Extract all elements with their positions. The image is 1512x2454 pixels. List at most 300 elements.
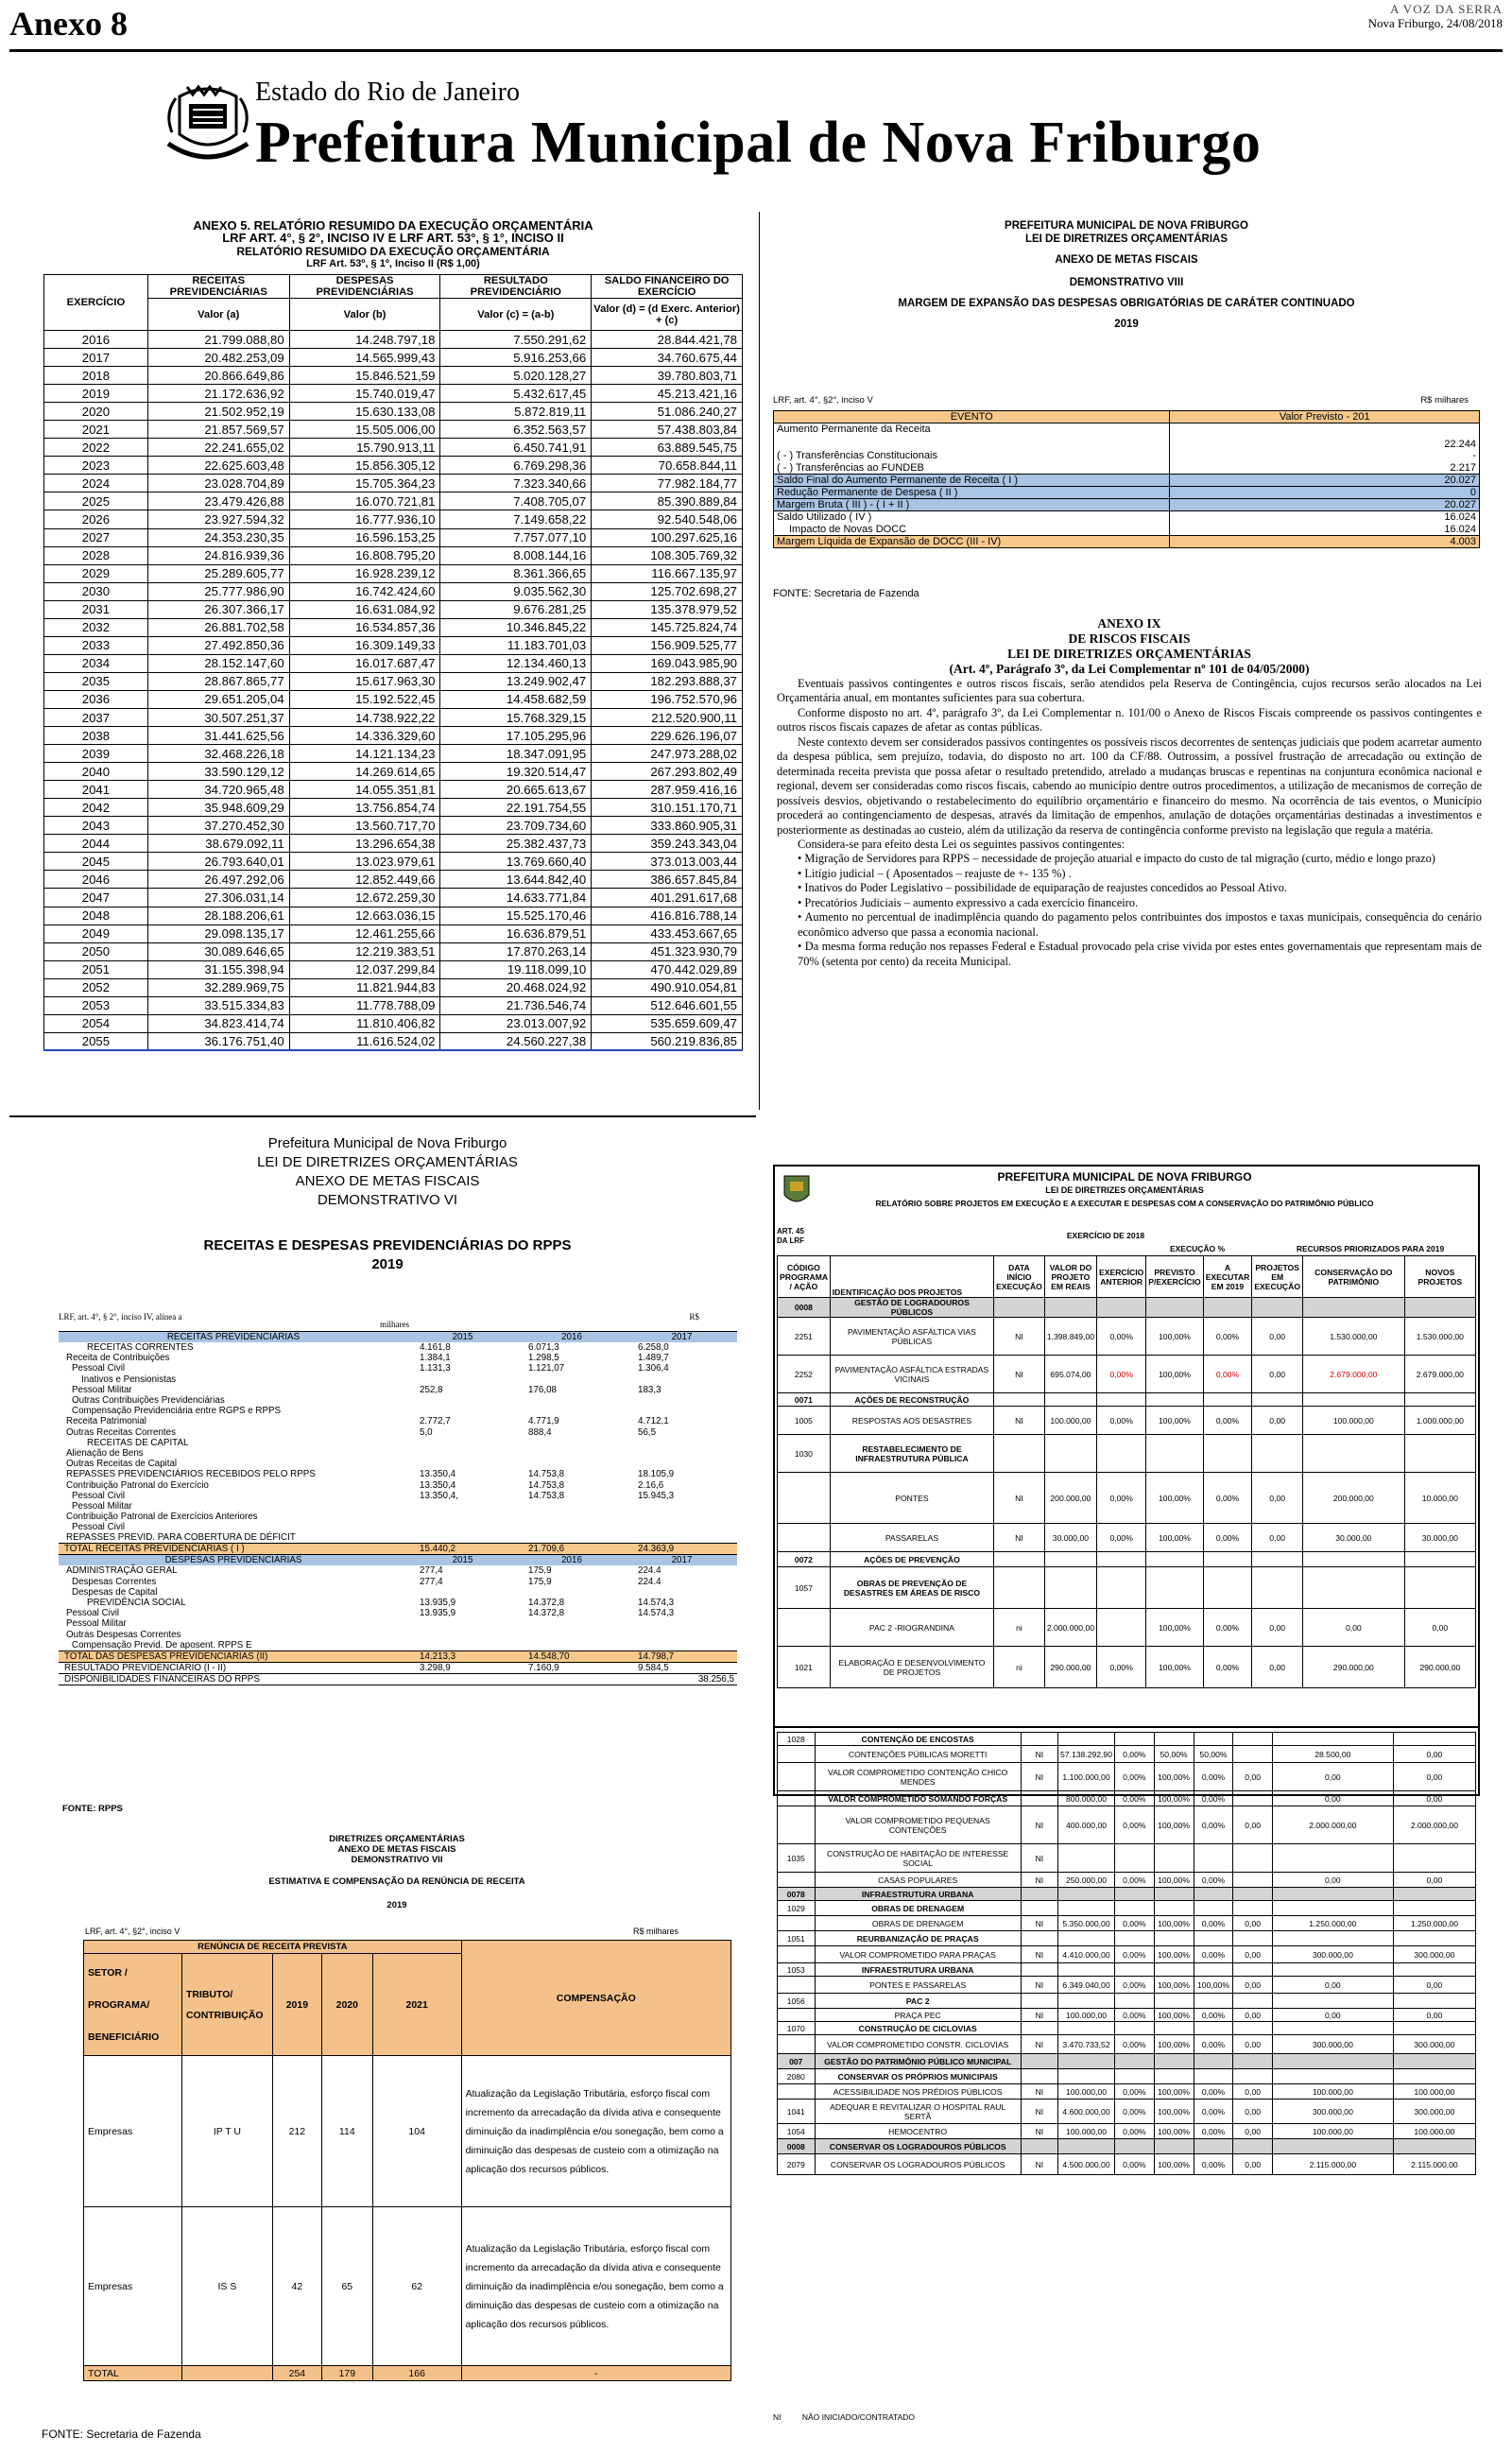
- anexo5-row: [44, 871, 743, 889]
- demo6-row: [59, 1416, 737, 1426]
- demo8-title-1: PREFEITURA MUNICIPAL DE NOVA FRIBURGO: [1005, 220, 1248, 232]
- projects-cell: 2.000.000,00: [1393, 1806, 1475, 1844]
- projects-cell: CONSERVAR OS LOGRADOUROS PÚBLICOS: [815, 2139, 1021, 2154]
- anexo5-saldo: 92.540.548,06: [592, 510, 743, 528]
- projects-cell: 100,00%: [1154, 1873, 1194, 1888]
- anexo5-year: 2050: [44, 942, 148, 960]
- projects-cell: [1233, 2139, 1272, 2154]
- demo7-lrf: LRF, art. 4°, §2°, inciso V: [85, 1927, 180, 1936]
- projects-row: [778, 2009, 1476, 2022]
- demo6-item-value: 14.753,8: [528, 1469, 565, 1480]
- projects-cell: [1272, 2139, 1393, 2154]
- demo6-item-value: [408, 1630, 517, 1640]
- anexo5-resultado: 22.191.754,55: [440, 799, 592, 817]
- demo6-item-value: [627, 1374, 737, 1385]
- projects-cell: VALOR COMPROMETIDO PARA PRAÇAS: [815, 1946, 1021, 1963]
- demo6-row: [59, 1501, 737, 1512]
- demo6-total-despesas: [59, 1650, 737, 1662]
- demo6-row: [59, 1630, 737, 1640]
- demo8-valor: 0: [1170, 487, 1480, 499]
- anexo9-title-1: ANEXO IX: [1097, 616, 1161, 631]
- anexo5-resultado: 25.382.437,73: [440, 835, 592, 853]
- projects-cell: [1044, 1393, 1096, 1407]
- demo6-year: 2016: [517, 1332, 627, 1343]
- projects-cell: [1203, 1393, 1252, 1407]
- projects-cell: [1021, 1931, 1057, 1946]
- projects-cell: [1058, 2139, 1115, 2154]
- demo6-item-value: 1.131,3: [420, 1363, 451, 1374]
- projects-cell: [778, 2009, 816, 2022]
- projects-cell: 0,00: [1233, 2100, 1272, 2124]
- projects-cell: [1393, 1888, 1475, 1901]
- projects-crest-logo: [781, 1172, 813, 1210]
- anexo5-saldo: 135.378.979,52: [592, 600, 743, 618]
- demo7-unit: R$ milhares: [633, 1927, 679, 1936]
- projects-cell: 100.000,00: [1058, 2009, 1115, 2022]
- demo6-total-receitas-value: 24.363,9: [638, 1544, 675, 1555]
- projects-cell: [1203, 1298, 1252, 1318]
- anexo5-resultado: 19.118.099,10: [440, 960, 592, 978]
- demo6-item-label: Pessoal Civil: [72, 1522, 126, 1533]
- demo8-col-evento: EVENTO: [774, 411, 1170, 423]
- demo6-resultado-value: 7.160,9: [528, 1662, 559, 1673]
- projects-row: [778, 1298, 1476, 1318]
- anexo5-saldo: 229.626.196,07: [592, 727, 743, 745]
- anexo5-row: [44, 1014, 743, 1032]
- demo6-total-despesas-value: 14.798,7: [638, 1650, 675, 1662]
- anexo5-saldo: 116.667.135,97: [592, 564, 743, 582]
- demo7-total-row: [84, 2366, 731, 2381]
- demo6-row: [59, 1522, 737, 1532]
- projects-cell: [1393, 1733, 1475, 1746]
- projects-cell: NI: [1021, 1873, 1057, 1888]
- demo6-item-value: [517, 1448, 627, 1459]
- anexo5-year: 2021: [44, 421, 148, 439]
- projects-row: [778, 1318, 1476, 1356]
- demo7-compensacao: Atualização da Legislação Tributária, esforço fiscal com incremento da arrecadação da dívida ativa e consequente diminuição da inadimplência e/ou sonegação, bem como a diminuição das despesas de custeio com a otimização na aplicação dos recursos públicos.: [461, 2207, 730, 2366]
- anexo5-year: 2032: [44, 618, 148, 636]
- projects-row: [778, 2084, 1476, 2100]
- projects-resources: RECURSOS PRIORIZADOS PARA 2019: [1296, 1244, 1445, 1253]
- projects-cell: NI: [1021, 2124, 1057, 2139]
- anexo5-despesas: 12.852.449,66: [289, 871, 440, 889]
- projects-cell: NI: [1021, 1746, 1057, 1763]
- anexo5-year: 2030: [44, 582, 148, 600]
- projects-cell: [1393, 1844, 1475, 1873]
- anexo5-saldo: 100.297.625,16: [592, 528, 743, 546]
- anexo5-year: 2055: [44, 1032, 148, 1050]
- anexo5-receitas: 30.507.251,37: [147, 708, 289, 726]
- projects-cell: 100,00%: [1146, 1524, 1203, 1552]
- projects-cell: [1393, 1963, 1475, 1977]
- demo6-row: [59, 1427, 737, 1438]
- projects-cell: [1146, 1552, 1203, 1567]
- projects-cell: 0,00%: [1194, 1763, 1233, 1791]
- anexo5-resultado: 7.550.291,62: [440, 331, 592, 349]
- anexo5-saldo: 28.844.421,78: [592, 331, 743, 349]
- projects-cell: [1154, 2139, 1194, 2154]
- projects-cell: [778, 2084, 816, 2100]
- anexo5-saldo: 310.151.170,71: [592, 799, 743, 817]
- demo6-item-value: [627, 1395, 737, 1406]
- projects-cell: 2.000.000,00: [1044, 1609, 1096, 1647]
- projects-cell: 0,00%: [1115, 1763, 1155, 1791]
- demo6-item-value: 14.574,3: [638, 1598, 675, 1609]
- projects-cell: [1097, 1609, 1146, 1647]
- demo6-item-value: 2.772,7: [420, 1416, 451, 1427]
- demo6-unit-2: milhares: [380, 1320, 409, 1329]
- col-d: Valor (d) = (d Exerc. Anterior) + (c): [592, 299, 743, 331]
- projects-row: [778, 1763, 1476, 1791]
- projects-row: [778, 2100, 1476, 2124]
- anexo5-saldo: 386.657.845,84: [592, 871, 743, 889]
- projects-cell: 0,00%: [1115, 1977, 1155, 1994]
- demo6-item-value: [408, 1459, 517, 1469]
- demo6-title-2: LEI DE DIRETRIZES ORÇAMENTÁRIAS: [257, 1154, 518, 1170]
- projects-cell: 695.074,00: [1044, 1356, 1096, 1393]
- projects-cell: 0,00%: [1203, 1524, 1252, 1552]
- demo6-item-value: 13.350,4: [420, 1479, 456, 1491]
- demo8-col-valor: Valor Previsto - 201: [1170, 411, 1480, 423]
- anexo5-saldo: 247.973.288,02: [592, 745, 743, 763]
- anexo5-subtitle: LRF ART. 4°, § 2°, INCISO IV E LRF ART. 53°, § 1°, INCISO II: [222, 231, 564, 245]
- projects-cell: 100,00%: [1154, 2084, 1194, 2100]
- anexo5-resultado: 11.183.701,03: [440, 636, 592, 654]
- projects-cell: CONTENÇÃO DE ENCOSTAS: [815, 1733, 1021, 1746]
- projects-cell: 0,00: [1252, 1407, 1303, 1435]
- projects-col-header: A EXECUTAR EM 2019: [1203, 1256, 1252, 1298]
- demo8-valor: 20.027: [1170, 499, 1480, 511]
- projects-cell: 0,00%: [1115, 2100, 1155, 2124]
- demo8-title-6: 2019: [1114, 319, 1139, 330]
- col-resultado: RESULTADO PREVIDENCIÁRIO: [440, 275, 592, 299]
- demo6-item-value: 13.350,4,: [420, 1490, 458, 1501]
- anexo5-despesas: 16.631.084,92: [289, 600, 440, 618]
- projects-cell: NI: [1021, 2035, 1057, 2054]
- demo6-item-label: Compensação Previdenciária entre RGPS e RPPS: [72, 1406, 282, 1417]
- projects-cell: NI: [1021, 2100, 1057, 2124]
- demo6-item-value: 6.258,0: [638, 1342, 669, 1354]
- anexo5-row: [44, 475, 743, 493]
- anexo5-receitas: 33.590.129,12: [147, 763, 289, 781]
- anexo5-despesas: 13.756.854,74: [289, 799, 440, 817]
- projects-cell: PRAÇA PEC: [815, 2009, 1021, 2022]
- projects-cell: 300.000,00: [1272, 2100, 1393, 2124]
- projects-cell: VALOR COMPROMETIDO CONSTR. CICLOVIAS: [815, 2035, 1021, 2054]
- projects-cell: [1154, 1963, 1194, 1977]
- projects-legend-key: NI: [773, 2412, 782, 2422]
- anexo5-despesas: 12.037.299,84: [289, 960, 440, 978]
- projects-cell: [1154, 1844, 1194, 1873]
- projects-cell: 0008: [778, 1298, 831, 1318]
- projects-row: [778, 1552, 1476, 1567]
- demo8-lrf: LRF, art. 4°, §2°, inciso V: [773, 395, 873, 406]
- anexo5-despesas: 14.055.351,81: [289, 781, 440, 799]
- anexo5-saldo: 287.959.416,16: [592, 781, 743, 799]
- demo8-valor: 2.217: [1170, 462, 1480, 475]
- projects-cell: [1115, 1888, 1155, 1901]
- projects-cell: 0,00: [1252, 1356, 1303, 1393]
- projects-cell: [778, 1524, 831, 1552]
- projects-cell: [1194, 1901, 1233, 1916]
- anexo5-row: [44, 439, 743, 457]
- anexo5-year: 2026: [44, 510, 148, 528]
- projects-cell: 2252: [778, 1356, 831, 1393]
- projects-cell: 100,00%: [1154, 1791, 1194, 1806]
- projects-cell: 0,00%: [1115, 1746, 1155, 1763]
- projects-cell: [1252, 1298, 1303, 1318]
- anexo5-year: 2035: [44, 672, 148, 690]
- demo6-item-value: [408, 1587, 517, 1598]
- projects-cell: PONTES E PASSARELAS: [815, 1977, 1021, 1994]
- projects-cell: [1272, 1931, 1393, 1946]
- projects-cell: [994, 1298, 1045, 1318]
- demo6-item-value: [517, 1459, 627, 1469]
- anexo5-despesas: 16.017.687,47: [289, 654, 440, 672]
- projects-row: [778, 2035, 1476, 2054]
- anexo5-resultado: 7.757.077,10: [440, 528, 592, 546]
- anexo9-paragraph: Conforme disposto no art. 4º, parágrafo 3º, da Lei Complementar n. 101/00 o Anexo de Riscos Fiscais compreende os passivos contingentes e outros riscos fiscais capazes de afetar as contas públicas.: [777, 705, 1482, 734]
- anexo5-despesas: 14.269.614,65: [289, 763, 440, 781]
- projects-cell: PAC 2 -RIOGRANDINA: [830, 1609, 993, 1647]
- projects-cell: 0,00: [1252, 1524, 1303, 1552]
- anexo5-despesas: 15.846.521,59: [289, 367, 440, 385]
- projects-cell: 0,00: [1233, 2035, 1272, 2054]
- demo6-resultado-value: 9.584,5: [638, 1662, 669, 1673]
- demo6-item-label: PREVIDÊNCIA SOCIAL: [87, 1598, 186, 1609]
- demo7-value-2020: 114: [321, 2056, 372, 2207]
- projects-cell: 0,00%: [1194, 2124, 1233, 2139]
- demo6-item-value: [627, 1459, 737, 1469]
- anexo5-receitas: 28.867.865,77: [147, 672, 289, 690]
- projects-cell: ni: [994, 1647, 1045, 1688]
- projects-cell: [1272, 1994, 1393, 2009]
- projects-cell: GESTÃO DO PATRIMÔNIO PÚBLICO MUNICIPAL: [815, 2054, 1021, 2069]
- projects-cell: 0,00%: [1097, 1407, 1146, 1435]
- projects-col-header: CÓDIGO PROGRAMA / AÇÃO: [778, 1256, 831, 1298]
- col-saldo: SALDO FINANCEIRO DO EXERCÍCIO: [592, 275, 743, 299]
- anexo5-resultado: 7.408.705,07: [440, 493, 592, 510]
- demo7-row: [84, 2207, 731, 2366]
- projects-cell: 290.000,00: [1404, 1647, 1475, 1688]
- anexo5-receitas: 24.816.939,36: [147, 546, 289, 564]
- projects-col-header: DATA INÍCIO EXECUÇÃO: [994, 1256, 1045, 1298]
- projects-cell: [1404, 1393, 1475, 1407]
- projects-cell: [1233, 1931, 1272, 1946]
- anexo5-receitas: 21.172.636,92: [147, 385, 289, 403]
- projects-cell: 1.000.000,00: [1404, 1407, 1475, 1435]
- demo6-item-label: Pessoal Militar: [72, 1384, 132, 1395]
- projects-cell: 100.000,00: [1303, 1407, 1405, 1435]
- demo8-row: [774, 536, 1480, 548]
- projects-cell: 100,00%: [1146, 1473, 1203, 1524]
- anexo5-row: [44, 835, 743, 853]
- projects-row: [778, 1791, 1476, 1806]
- anexo5-saldo: 373.013.003,44: [592, 853, 743, 871]
- anexo5-receitas: 25.289.605,77: [147, 564, 289, 582]
- projects-cell: 100.000,00: [1058, 2124, 1115, 2139]
- demo7-total-compensacao: -: [461, 2366, 730, 2381]
- demo6-item-value: [627, 1512, 737, 1522]
- projects-cell: 300.000,00: [1272, 1946, 1393, 1963]
- anexo5-row: [44, 996, 743, 1014]
- projects-cell: [1233, 2054, 1272, 2069]
- demo6-total-receitas-value: 15.440,2: [420, 1544, 456, 1555]
- demo6-row: [59, 1342, 737, 1353]
- projects-cell: NI: [1021, 1844, 1057, 1873]
- projects-cell: 0,00%: [1194, 2084, 1233, 2100]
- anexo5-saldo: 401.291.617,68: [592, 889, 743, 907]
- demo6-item-value: 18.105,9: [638, 1469, 675, 1480]
- demo6-title-3: ANEXO DE METAS FISCAIS: [295, 1173, 480, 1189]
- anexo5-row: [44, 1032, 743, 1050]
- demo6-total-despesas-value: 14.213,3: [420, 1650, 456, 1662]
- demo6-item-value: [408, 1532, 517, 1544]
- anexo5-resultado: 18.347.091,95: [440, 745, 592, 763]
- projects-cell: 0,00: [1233, 1763, 1272, 1791]
- projects-cell: [1194, 1963, 1233, 1977]
- demo6-item-value: 277,4: [420, 1565, 443, 1577]
- demo6-item-value: [627, 1587, 737, 1598]
- projects-cell: [1115, 2139, 1155, 2154]
- demo6-item-value: 277,4: [420, 1576, 443, 1587]
- projects-cell: [1194, 2069, 1233, 2084]
- anexo5-receitas: 26.793.640,01: [147, 853, 289, 871]
- anexo5-row: [44, 960, 743, 978]
- anexo5-row: [44, 600, 743, 618]
- anexo5-receitas: 30.089.646,65: [147, 942, 289, 960]
- demo8-title-4: DEMONSTRATIVO VIII: [1069, 277, 1184, 288]
- projects-row: [778, 2139, 1476, 2154]
- demo7-value-2021: 62: [372, 2207, 461, 2366]
- projects-cell: 0,00%: [1203, 1356, 1252, 1393]
- projects-row: [778, 1844, 1476, 1873]
- projects-cell: 100,00%: [1154, 2009, 1194, 2022]
- demo6-item-value: 15.945,3: [638, 1490, 675, 1501]
- projects-cell: [1303, 1567, 1405, 1609]
- projects-cell: [1154, 1901, 1194, 1916]
- demo6-section-label: RECEITAS PREVIDENCIÁRIAS: [59, 1332, 408, 1343]
- projects-cell: VALOR COMPROMETIDO CONTENÇÃO CHICO MENDES: [815, 1763, 1021, 1791]
- projects-cell: 0,00%: [1115, 2035, 1155, 2054]
- projects-row: [778, 1873, 1476, 1888]
- projects-cell: 28.500,00: [1272, 1746, 1393, 1763]
- projects-cell: [1272, 1844, 1393, 1873]
- anexo5-saldo: 512.646.601,55: [592, 996, 743, 1014]
- projects-cell: [1058, 1844, 1115, 1873]
- anexo5-year: 2019: [44, 385, 148, 403]
- demo6-item-value: 183,3: [638, 1384, 662, 1395]
- demo6-disp-value: 38.256,5: [697, 1673, 734, 1685]
- projects-cell: VALOR COMPROMETIDO SOMANDO FORÇAS: [815, 1791, 1021, 1806]
- anexo5-despesas: 14.248.797,18: [289, 331, 440, 349]
- projects-cell: 0,00%: [1115, 2009, 1155, 2022]
- projects-cell: [1154, 1888, 1194, 1901]
- section-divider: [9, 1115, 756, 1117]
- anexo9-header: [777, 616, 1482, 677]
- projects-cell: 300.000,00: [1393, 1946, 1475, 1963]
- col-receitas: RECEITAS PREVIDENCIÁRIAS: [147, 275, 289, 299]
- demo6-disponibilidades: [59, 1673, 737, 1685]
- projects-cell: [1044, 1435, 1096, 1473]
- projects-cell: 0,00%: [1194, 1916, 1233, 1931]
- col-despesas: DESPESAS PREVIDENCIÁRIAS: [289, 275, 440, 299]
- projects-row: [778, 1931, 1476, 1946]
- projects-cell: CONSTRUÇÃO DE CICLOVIAS: [815, 2022, 1021, 2035]
- projects-cell: 1021: [778, 1647, 831, 1688]
- demo6-item-value: 1.298,5: [528, 1353, 559, 1364]
- projects-cell: NI: [994, 1407, 1045, 1435]
- projects-cell: [1393, 1994, 1475, 2009]
- demo7-setor: Empresas: [84, 2207, 182, 2366]
- demo6-item-value: 14.574,3: [638, 1608, 675, 1619]
- projects-cell: [778, 1806, 816, 1844]
- projects-cell: 2.679.000,00: [1404, 1356, 1475, 1393]
- demo6-item-label: Compensação Previd. De aposent. RPPS E: [72, 1639, 252, 1650]
- demo6-item-value: [408, 1448, 517, 1459]
- projects-cell: PONTES: [830, 1473, 993, 1524]
- anexo5-saldo: 77.982.184,77: [592, 475, 743, 493]
- anexo5-table: [43, 274, 743, 1051]
- projects-cell: 250.000,00: [1058, 1873, 1115, 1888]
- anexo5-despesas: 15.630.133,08: [289, 403, 440, 421]
- projects-cell: [1194, 2139, 1233, 2154]
- projects-cell: 100,00%: [1146, 1647, 1203, 1688]
- demo6-item-label: Alienação de Bens: [66, 1447, 144, 1459]
- projects-cell: 1028: [778, 1733, 816, 1746]
- newspaper-date: Nova Friburgo, 24/08/2018: [1367, 16, 1503, 30]
- anexo5-saldo: 333.860.905,31: [592, 817, 743, 835]
- projects-col-header: VALOR DO PROJETO EM REAIS: [1044, 1256, 1096, 1298]
- projects-cell: 100,00%: [1146, 1407, 1203, 1435]
- demo6-item-value: [627, 1448, 737, 1459]
- demo6-header: [57, 1134, 718, 1274]
- anexo5-saldo: 212.520.900,11: [592, 708, 743, 726]
- demo6-row: [59, 1438, 737, 1448]
- anexo5-resultado: 5.020.128,27: [440, 367, 592, 385]
- anexo5-despesas: 11.810.406,82: [289, 1014, 440, 1032]
- demo6-item-label: Receita de Contribuições: [66, 1353, 170, 1364]
- projects-cell: 1.530.000,00: [1404, 1318, 1475, 1356]
- projects-cell: ACESSIBILIDADE NOS PRÉDIOS PÚBLICOS: [815, 2084, 1021, 2100]
- projects-cell: [1194, 1733, 1233, 1746]
- projects-cell: 0,00%: [1115, 1946, 1155, 1963]
- projects-cell: [1393, 2022, 1475, 2035]
- demo7-value-2019: 42: [272, 2207, 321, 2366]
- anexo5-resultado: 17.105.295,96: [440, 727, 592, 745]
- anexo5-year: 2016: [44, 331, 148, 349]
- demo8-row: [774, 475, 1480, 487]
- projects-cell: CONSTRUÇÃO DE HABITAÇÃO DE INTERESSE SOCIAL: [815, 1844, 1021, 1873]
- anexo5-row: [44, 672, 743, 690]
- projects-cell: 0,00: [1233, 1806, 1272, 1844]
- demo6-total-receitas: [59, 1544, 737, 1555]
- anexo5-receitas: 29.098.135,17: [147, 925, 289, 942]
- anexo5-year: 2029: [44, 564, 148, 582]
- projects-cell: [1404, 1567, 1475, 1609]
- projects-row: [778, 1963, 1476, 1977]
- anexo5-receitas: 27.306.031,14: [147, 889, 289, 907]
- anexo5-despesas: 16.928.239,12: [289, 564, 440, 582]
- demo6-item-label: Contribuição Patronal do Exercício: [66, 1479, 209, 1491]
- projects-cell: 57.138.292,90: [1058, 1746, 1115, 1763]
- anexo5-row: [44, 727, 743, 745]
- demo6-item-value: [627, 1522, 737, 1532]
- anexo5-year: 2039: [44, 745, 148, 763]
- projects-cell: 0,00: [1233, 2084, 1272, 2100]
- projects-legend: [773, 2412, 915, 2422]
- demo6-item-value: [517, 1406, 627, 1416]
